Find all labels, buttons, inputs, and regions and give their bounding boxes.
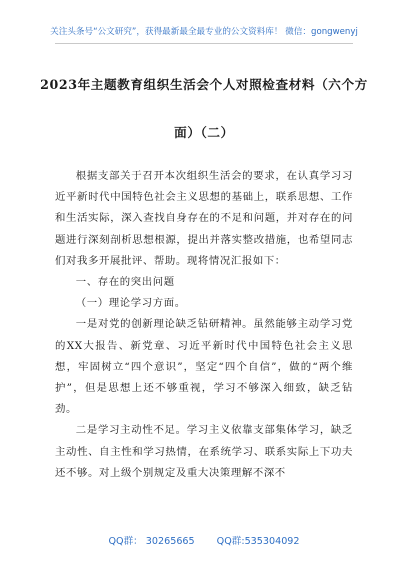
document-body xyxy=(55,166,353,484)
subsection-heading: （一）理论学习方面。 xyxy=(75,297,186,310)
document-title-line-2: 面）（二） xyxy=(174,125,234,140)
document-title-line-1: 2023年主题教育组织生活会个人对照检查材料（六个方 xyxy=(40,77,368,92)
header-divider xyxy=(55,43,353,44)
intro-paragraph: 根据支部关于召开本次组织生活会的要求，在认真学习习近平新时代中国特色社会主义思想的基础上，联系思想、工作和生活实际，深入查找自身存在的不足和问题，并对存在的问题进行深刻剖析思想根源，提出并落实整改措施，也希望同志们对我多开展批评、帮助。现将情况汇报如下： xyxy=(55,170,353,267)
qq-group-1: QQ群： 30265665 xyxy=(108,536,195,547)
contact-footer xyxy=(0,533,408,547)
section-heading: 一、存在的突出问题 xyxy=(75,276,175,289)
body-paragraph: 一是对党的创新理论缺乏钻研精神。虽然能够主动学习党的XX大报告、新党章、习近平新时代中国特色社会主义思想，牢固树立“四个意识”，坚定“四个自信”，做的“两个维护”，但是思想上还不够重视，学习不够深入细致，缺乏钻劲。 xyxy=(55,318,353,416)
watermark-header-note: 关注头条号“公文研究”，获得最新最全最专业的公文资料库！ 微信：gongwenyj xyxy=(50,27,358,37)
qq-group-2: QQ群:535304092 xyxy=(216,536,300,547)
body-paragraph: 二是学习主动性不足。学习主义依靠支部集体学习，缺乏主动性、自主性和学习热情，在系统学习、联系实际上下功夫还不够。对上级个别规定及重大决策理解不深不 xyxy=(55,424,353,479)
